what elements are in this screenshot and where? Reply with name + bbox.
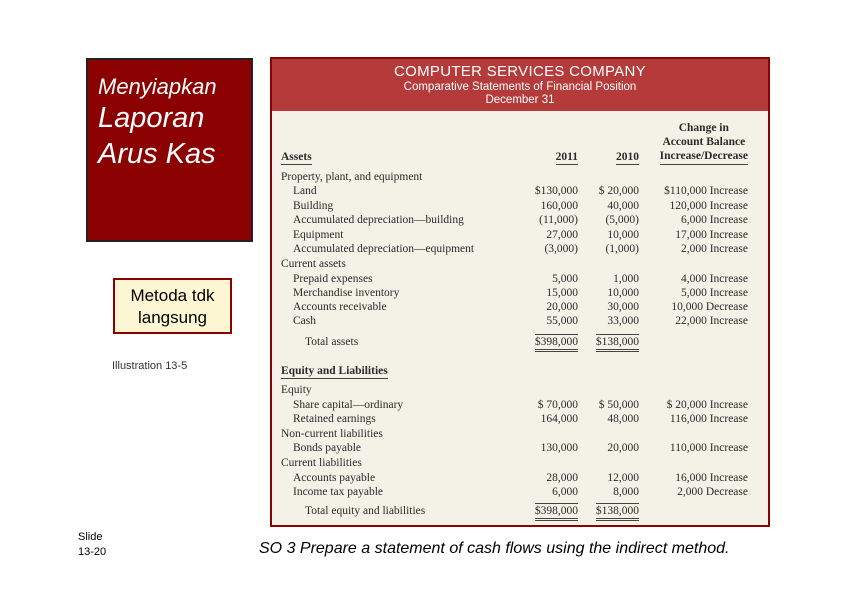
method-line1: Metoda tdk: [130, 286, 215, 305]
change-value: 4,000 Increase: [680, 273, 748, 285]
title-line2-text: Laporan: [98, 102, 205, 134]
value-2010: 10,000: [607, 229, 639, 241]
value-2010: (5,000): [605, 214, 639, 226]
table-row: [272, 457, 768, 472]
equity-header: Equity and Liabilities: [281, 365, 388, 377]
row-label: Accounts payable: [293, 472, 376, 484]
change-value: $110,000 Increase: [664, 185, 748, 197]
total-row: [272, 336, 768, 351]
table-row: [272, 486, 768, 501]
company-name: COMPUTER SERVICES COMPANY: [394, 63, 646, 80]
equity-header-row: [272, 365, 768, 380]
table-row: [272, 243, 768, 258]
assets-header: Assets: [281, 151, 312, 163]
table-row: [272, 413, 768, 428]
change-value: $ 20,000 Increase: [666, 399, 748, 411]
row-label: Property, plant, and equipment: [281, 171, 423, 183]
value-2011: $398,000: [535, 334, 578, 352]
table-row: [272, 229, 768, 244]
title-line3-text: Arus Kas: [98, 138, 216, 170]
value-2011: 6,000: [552, 486, 578, 498]
table-row: [272, 171, 768, 186]
value-2011: $ 70,000: [537, 399, 578, 411]
change-value: 16,000 Increase: [675, 472, 748, 484]
value-2011: 15,000: [546, 287, 578, 299]
row-label: Building: [293, 200, 334, 212]
row-label: Total equity and liabilities: [305, 505, 426, 517]
study-objective-footer: SO 3 Prepare a statement of cash flows using the indirect method.: [259, 540, 730, 557]
value-2011: 27,000: [546, 229, 578, 241]
value-2011: $398,000: [535, 503, 578, 521]
value-2010: 33,000: [607, 315, 639, 327]
change-value: 2,000 Decrease: [677, 486, 748, 498]
illustration-label: Illustration 13-5: [112, 360, 188, 372]
title-line2: [98, 100, 216, 172]
row-label: Current liabilities: [281, 457, 362, 469]
row-label: Share capital—ordinary: [293, 399, 404, 411]
table-row: [272, 442, 768, 457]
statement-banner: [272, 59, 768, 111]
table-row: [272, 472, 768, 487]
change-value: 116,000 Increase: [669, 413, 748, 425]
change-head-line1: Change in: [678, 122, 729, 134]
value-2011: 5,000: [552, 273, 578, 285]
table-row: [272, 287, 768, 302]
row-label: Accumulated depreciation—equipment: [293, 243, 475, 255]
value-2010: 10,000: [607, 287, 639, 299]
statement-subtitle: [272, 81, 768, 107]
value-2011: 20,000: [546, 301, 578, 313]
statement-title: Comparative Statements of Financial Position: [403, 81, 637, 93]
row-label: Non-current liabilities: [281, 428, 383, 440]
method-line2: langsung: [137, 308, 207, 327]
table-row: [272, 273, 768, 288]
value-2010: $ 50,000: [598, 399, 639, 411]
row-label: Prepaid expenses: [293, 273, 373, 285]
slide-number-value: 13-20: [78, 546, 107, 558]
value-2011: 28,000: [546, 472, 578, 484]
row-label: Retained earnings: [293, 413, 376, 425]
table-row: [272, 399, 768, 414]
row-label: Bonds payable: [293, 442, 362, 454]
table-row: [272, 315, 768, 330]
value-2010: $138,000: [596, 503, 639, 521]
title-box: [86, 58, 253, 242]
change-head-line3: Increase/Decrease: [660, 149, 748, 165]
row-label: Accumulated depreciation—building: [293, 214, 464, 226]
row-label: Equity: [281, 384, 312, 396]
value-2011: 130,000: [540, 442, 578, 454]
value-2011: $130,000: [534, 185, 578, 197]
value-2010: 1,000: [613, 273, 639, 285]
row-label: Income tax payable: [293, 486, 384, 498]
table-row: [272, 428, 768, 443]
value-2010: 40,000: [607, 200, 639, 212]
row-label: Accounts receivable: [293, 301, 387, 313]
slide-number: [78, 530, 106, 560]
value-2010: 30,000: [607, 301, 639, 313]
statement-date: December 31: [485, 94, 555, 106]
change-value: 2,000 Increase: [680, 243, 748, 255]
table-row: [272, 185, 768, 200]
change-value: 6,000 Increase: [680, 214, 748, 226]
value-2010: 12,000: [607, 472, 639, 484]
table-row: [272, 200, 768, 215]
change-value: 5,000 Increase: [680, 287, 748, 299]
change-value: 110,000 Increase: [669, 442, 748, 454]
change-value: 22,000 Increase: [675, 315, 748, 327]
row-label: Cash: [293, 315, 316, 327]
change-value: 120,000 Increase: [669, 200, 748, 212]
col-2010-header: 2010: [616, 151, 639, 163]
title-line1: Menyiapkan: [98, 74, 217, 99]
row-label: Merchandise inventory: [293, 287, 400, 299]
value-2010: $ 20,000: [598, 185, 639, 197]
col-2011-header: 2011: [555, 151, 578, 163]
value-2011: (11,000): [539, 214, 578, 226]
slide-label: Slide: [78, 531, 103, 543]
value-2010: (1,000): [605, 243, 639, 255]
value-2010: 48,000: [607, 413, 639, 425]
total-row: [272, 505, 768, 520]
change-value: 10,000 Decrease: [671, 301, 748, 313]
value-2011: 55,000: [546, 315, 578, 327]
value-2011: 164,000: [540, 413, 578, 425]
table-row: [272, 301, 768, 316]
method-box: [113, 278, 232, 334]
row-label: Current assets: [281, 258, 346, 270]
assets-header-row: [272, 151, 768, 166]
table-row: [272, 214, 768, 229]
value-2011: (3,000): [544, 243, 578, 255]
value-2010: 20,000: [607, 442, 639, 454]
value-2010: 8,000: [613, 486, 639, 498]
row-label: Total assets: [305, 336, 359, 348]
row-label: Equipment: [293, 229, 344, 241]
row-label: Land: [293, 185, 317, 197]
change-value: 17,000 Increase: [675, 229, 748, 241]
value-2011: 160,000: [540, 200, 578, 212]
table-row: [272, 258, 768, 273]
table-row: [272, 384, 768, 399]
value-2010: $138,000: [596, 334, 639, 352]
change-head-line2: Account Balance: [662, 136, 746, 148]
financial-statement-panel: [270, 57, 770, 527]
